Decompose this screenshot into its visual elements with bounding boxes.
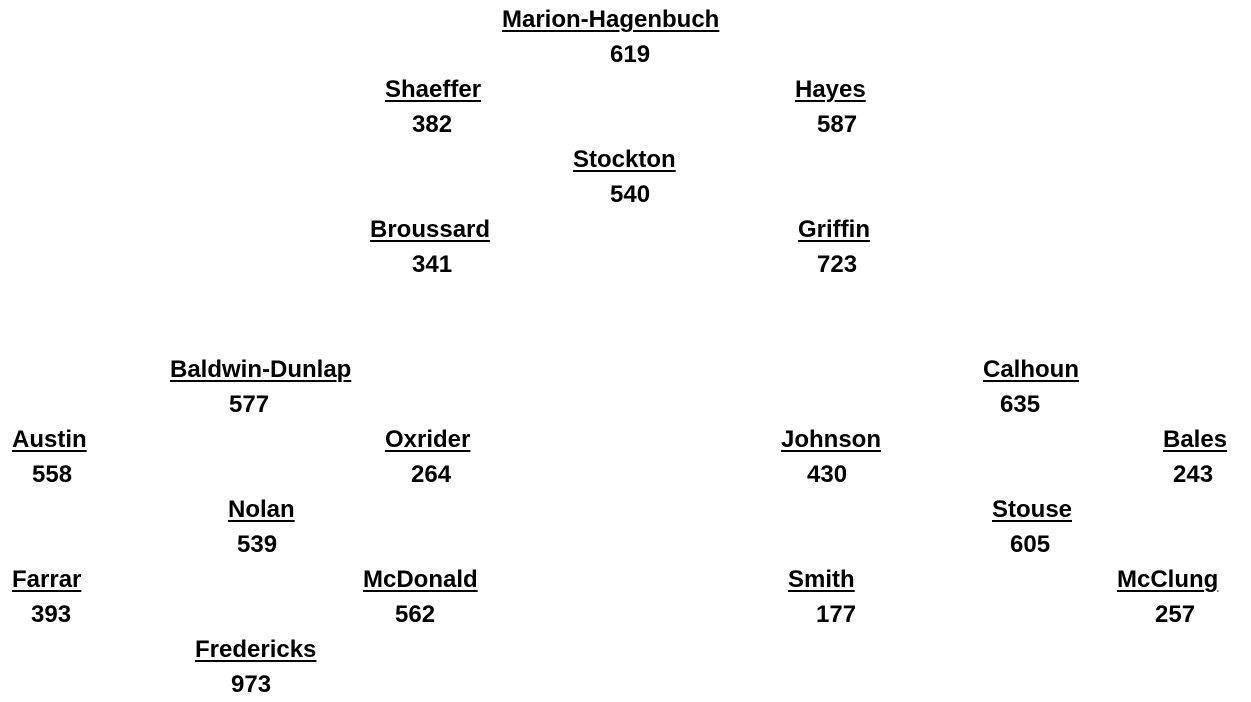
- entry-value: 635: [1000, 391, 1041, 418]
- entry-austin: [12, 424, 87, 488]
- entry-mcclung: [1117, 564, 1219, 628]
- entry-stouse: [992, 494, 1073, 558]
- entry-name: McDonald: [363, 566, 478, 593]
- entry-smith: [788, 564, 857, 628]
- entry-value: 264: [411, 461, 452, 488]
- entry-name: Calhoun: [983, 356, 1079, 383]
- entry-name: Austin: [12, 426, 87, 453]
- entry-value: 540: [610, 181, 651, 208]
- entry-name: Baldwin-Dunlap: [170, 356, 352, 383]
- entry-value: 577: [229, 391, 270, 418]
- entry-value: 562: [395, 601, 436, 628]
- entry-name: Broussard: [370, 216, 491, 243]
- entry-name: McClung: [1117, 566, 1219, 593]
- entry-mcdonald: [363, 564, 478, 628]
- entry-broussard: [370, 214, 491, 278]
- entry-name: Hayes: [795, 76, 866, 103]
- entry-value: 341: [412, 251, 453, 278]
- entry-fredericks: [195, 634, 317, 698]
- entry-value: 430: [807, 461, 848, 488]
- entry-value: 723: [817, 251, 858, 278]
- entry-value: 539: [237, 531, 278, 558]
- entry-name: Griffin: [798, 216, 870, 243]
- entry-name: Bales: [1163, 426, 1228, 453]
- entry-value: 587: [817, 111, 858, 138]
- entry-hayes: [795, 74, 866, 138]
- entry-value: 393: [31, 601, 72, 628]
- entry-value: 619: [610, 41, 651, 68]
- entry-johnson: [781, 424, 881, 488]
- entry-griffin: [798, 214, 870, 278]
- entry-name: Stockton: [573, 146, 676, 173]
- entry-value: 257: [1155, 601, 1196, 628]
- entry-farrar: [12, 564, 82, 628]
- entry-marion-hagenbuch: [502, 4, 720, 68]
- entry-name: Nolan: [228, 496, 295, 523]
- entry-value: 382: [412, 111, 453, 138]
- entry-name: Farrar: [12, 566, 82, 593]
- entry-name: Stouse: [992, 496, 1073, 523]
- entry-oxrider: [385, 424, 471, 488]
- entry-value: 177: [816, 601, 857, 628]
- entry-value: 558: [32, 461, 73, 488]
- entry-name: Oxrider: [385, 426, 471, 453]
- entry-name: Fredericks: [195, 636, 317, 663]
- entry-nolan: [228, 494, 295, 558]
- entry-value: 243: [1173, 461, 1214, 488]
- entry-baldwin-dunlap: [170, 354, 352, 418]
- entry-shaeffer: [385, 74, 482, 138]
- entry-value: 973: [231, 671, 272, 698]
- entry-bales: [1163, 424, 1228, 488]
- entry-calhoun: [983, 354, 1079, 418]
- entry-name: Shaeffer: [385, 76, 482, 103]
- entry-name: Johnson: [781, 426, 881, 453]
- entry-name: Marion-Hagenbuch: [502, 6, 720, 33]
- entry-value: 605: [1010, 531, 1051, 558]
- entry-name: Smith: [788, 566, 855, 593]
- entry-stockton: [573, 144, 676, 208]
